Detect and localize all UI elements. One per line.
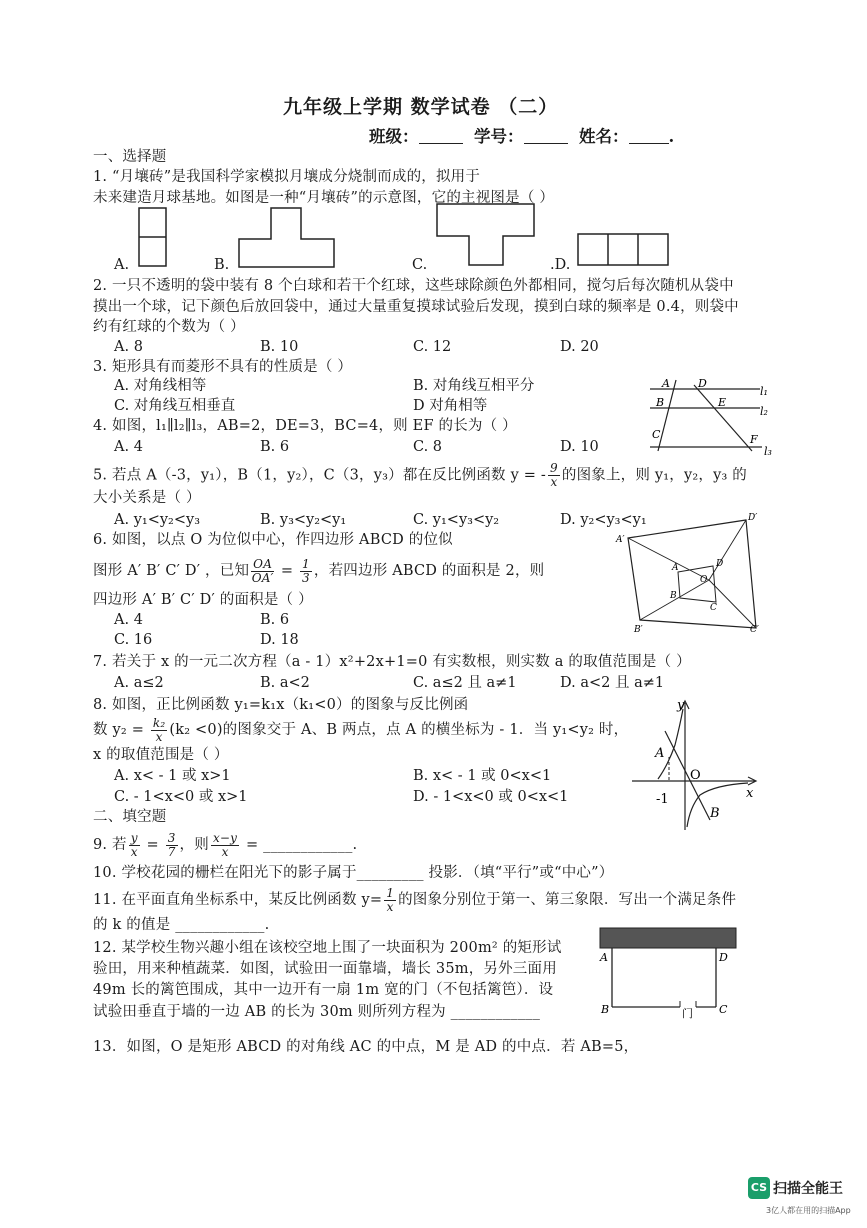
q6-label-d: D	[716, 559, 724, 569]
q9-fraction-37	[166, 832, 178, 859]
q6-label-a-prime: A′	[616, 535, 625, 545]
scanner-logo-icon: CS	[748, 1177, 770, 1199]
q2-line1: 2. 一只不透明的袋中装有 8 个白球和若干个红球，这些球除颜色外都相同，搅匀后每次随机从袋中	[93, 278, 734, 294]
q6-fraction-oa	[251, 558, 274, 585]
q4-option-b: B. 6	[260, 439, 290, 455]
q4-option-d: D. 10	[560, 439, 599, 455]
q6-label-d-prime: D′	[748, 513, 758, 523]
q5-fraction	[548, 462, 560, 489]
q12-line2: 验田，用来种植蔬菜．如图，试验田一面靠墙，墙长 35m，另外三面用	[93, 961, 557, 977]
class-label: 班级：	[369, 127, 419, 146]
q1-option-c-label: C.	[412, 257, 428, 273]
q4-label-e: E	[718, 396, 727, 409]
q9-prefix: 9. 若	[93, 837, 127, 853]
q8-line2	[93, 716, 628, 744]
q9-line1	[93, 830, 357, 860]
q6-frac1-num: OA	[253, 556, 273, 571]
q6-frac1-den: OA′	[251, 570, 274, 585]
q6-text-a: 图形 A′ B′ C′ D′ ，已知	[93, 563, 250, 579]
q3-option-a: A. 对角线相等	[114, 378, 207, 394]
q8-option-b: B. x< - 1 或 0<x<1	[413, 768, 552, 784]
q9-equals: =	[141, 837, 164, 853]
q1-option-a-label: A.	[114, 257, 130, 273]
q5-option-d: D. y₂<y₃<y₁	[560, 512, 647, 528]
q8-label-o: O	[690, 768, 701, 783]
q1-line2: 未来建造月球基地。如图是一种“月壤砖”的示意图，它的主视图是（ ）	[93, 190, 555, 206]
q7-option-c: C. a≤2 且 a≠1	[413, 675, 517, 691]
q6-frac2-num: 1	[302, 556, 310, 571]
q8-text-b: (k₂ <0)的图象交于 A、B 两点，点 A 的横坐标为 - 1．当 y₁<y₂ 时，	[169, 722, 629, 738]
q5-option-a: A. y₁<y₂<y₃	[114, 512, 201, 528]
q5-frac-num: 9	[550, 461, 558, 475]
q8-figure	[630, 695, 760, 835]
q4-label-b: B	[656, 396, 665, 409]
q6-figure	[608, 508, 768, 638]
q1-option-c-figure	[436, 203, 536, 267]
q6-equals: =	[276, 563, 299, 579]
q12-label-door: 门	[682, 1007, 693, 1020]
q5-option-b: B. y₃<y₂<y₁	[260, 512, 347, 528]
q4-label-c: C	[652, 428, 661, 441]
q4-option-a: A. 4	[114, 439, 143, 455]
q7-option-b: B. a<2	[260, 675, 310, 691]
q8-option-d: D. - 1<x<0 或 0<x<1	[413, 789, 569, 805]
q1-option-b-label: B.	[214, 257, 230, 273]
q5-line2: 大小关系是（ ）	[93, 490, 201, 506]
q10-line1: 10. 学校花园的栅栏在阳光下的影子属于_________ 投影．（填“平行”或“中心”）	[93, 865, 614, 881]
q5-frac-den: x	[550, 475, 558, 489]
q6-label-o: O	[700, 575, 708, 585]
q4-label-a: A	[662, 377, 670, 390]
q4-option-c: C. 8	[413, 439, 443, 455]
q9-f3-num: x−y	[212, 830, 238, 845]
q4-label-l1: l₁	[760, 385, 768, 398]
q9-fraction-xy	[211, 832, 239, 859]
q2-line2: 摸出一个球，记下颜色后放回袋中，通过大量重复摸球试验后发现，摸到白球的频率是 0.4，则袋中	[93, 299, 739, 315]
q1-option-a-figure	[138, 207, 168, 269]
q4-label-l2: l₂	[760, 405, 768, 418]
q8-text-a: 数 y₂ =	[93, 722, 149, 738]
name-blank	[629, 129, 669, 144]
q4-label-d: D	[698, 377, 707, 390]
q6-option-b: B. 6	[260, 612, 290, 628]
q9-suffix: = ____________.	[241, 837, 358, 853]
q3-option-b: B. 对角线互相平分	[413, 378, 535, 394]
q12-line3: 49m 长的篱笆围成，其中一边开有一扇 1m 宽的门（不包括篱笆）．设	[93, 982, 554, 998]
q1-line1: 1. “月壤砖”是我国科学家模拟月壤成分烧制而成的，拟用于	[93, 169, 481, 185]
q8-label-x: x	[746, 786, 754, 801]
name-label: 姓名：	[579, 127, 629, 146]
q9-f1-den: x	[130, 844, 138, 859]
q11-text-a: 11. 在平面直角坐标系中，某反比例函数 y=	[93, 892, 383, 908]
q9-f2-den: 7	[167, 844, 176, 859]
q8-line1: 8. 如图，正比例函数 y₁=k₁x（k₁<0）的图象与反比例函	[93, 697, 469, 713]
q6-text-b: ，若四边形 ABCD 的面积是 2，则	[313, 563, 545, 579]
q6-label-a: A	[672, 563, 679, 573]
q1-option-d-figure	[577, 233, 670, 267]
end-dot: .	[668, 127, 675, 146]
q4-figure	[640, 375, 785, 460]
q6-line1: 6. 如图，以点 O 为位似中心，作四边形 ABCD 的位似	[93, 532, 453, 548]
q6-option-d: D. 18	[260, 632, 299, 648]
q5-text-b: 的图象上，则 y₁，y₂，y₃ 的	[561, 467, 748, 484]
q2-option-a: A. 8	[114, 339, 143, 355]
section-choice-heading: 一、选择题	[93, 149, 167, 165]
q1-option-d-label: .D.	[550, 257, 571, 273]
q12-label-d: D	[719, 951, 728, 964]
q1-option-b-figure	[238, 207, 336, 269]
q11-line2: 的 k 的值是 ____________.	[93, 917, 270, 933]
q9-f1-num: y	[130, 830, 138, 845]
q8-frac-den: x	[155, 729, 163, 744]
q13-line1: 13．如图，O 是矩形 ABCD 的对角线 AC 的中点，M 是 AD 的中点．若 AB=5，	[93, 1039, 639, 1055]
q3-line1: 3. 矩形具有而菱形不具有的性质是（ ）	[93, 359, 353, 375]
id-blank	[524, 129, 568, 144]
class-blank	[419, 129, 463, 144]
q4-label-l3: l₃	[764, 445, 772, 458]
q6-option-c: C. 16	[114, 632, 153, 648]
q7-option-a: A. a≤2	[114, 675, 164, 691]
q6-option-a: A. 4	[114, 612, 143, 628]
q8-label-neg1: -1	[656, 792, 669, 807]
section-fill-heading: 二、填空题	[93, 809, 167, 825]
q5-option-c: C. y₁<y₃<y₂	[413, 512, 500, 528]
q9-mid: ，则	[179, 837, 209, 853]
q4-line1: 4. 如图，l₁∥l₂∥l₃，AB=2，DE=3，BC=4，则 EF 的长为（ ）	[93, 418, 517, 434]
scanner-tagline: 3亿人都在用的扫描App	[766, 1206, 851, 1215]
q11-line1	[93, 886, 736, 914]
q6-label-b: B	[670, 591, 677, 601]
q11-text-b: 的图象分别位于第一、第三象限．写出一个满足条件	[398, 892, 737, 908]
q4-label-f: F	[750, 433, 758, 446]
q2-line3: 约有红球的个数为（ ）	[93, 319, 245, 335]
q8-fraction	[151, 717, 167, 744]
q11-frac-num: 1	[386, 885, 395, 900]
exam-title: 九年级上学期 数学试卷 （二）	[283, 96, 559, 118]
q5-text-a: 5. 若点 A（-3，y₁），B（1，y₂），C（3，y₃）都在反比例函数 y = -	[93, 467, 547, 484]
q8-option-a: A. x< - 1 或 x>1	[114, 768, 231, 784]
q8-line3: x 的取值范围是（ ）	[93, 747, 229, 763]
q6-frac2-den: 3	[302, 570, 310, 585]
q2-option-d: D. 20	[560, 339, 599, 355]
q8-option-c: C. - 1<x<0 或 x>1	[114, 789, 248, 805]
q9-fraction-yx	[129, 832, 140, 859]
q5-line1	[93, 462, 747, 489]
scanner-name: 扫描全能王	[773, 1181, 843, 1197]
q8-label-a: A	[655, 746, 665, 761]
q12-label-a: A	[600, 951, 608, 964]
q8-frac-num: k₂	[152, 715, 166, 730]
q3-option-c: C. 对角线互相垂直	[114, 398, 236, 414]
q6-line2	[93, 557, 544, 585]
q6-line3: 四边形 A′ B′ C′ D′ 的面积是（ ）	[93, 592, 313, 608]
q8-label-b: B	[710, 806, 720, 821]
q6-label-c-prime: C′	[750, 625, 759, 635]
q8-label-y: y	[677, 698, 685, 713]
student-info	[369, 123, 674, 147]
q9-f3-den: x	[221, 844, 229, 859]
q12-label-c: C	[719, 1003, 728, 1016]
q6-label-c: C	[710, 603, 717, 613]
q12-line1: 12. 某学校生物兴趣小组在该校空地上围了一块面积为 200m² 的矩形试	[93, 940, 562, 956]
q3-option-d: D 对角相等	[413, 398, 488, 414]
id-label: 学号：	[474, 127, 524, 146]
q12-figure	[596, 925, 746, 1025]
q7-option-d: D. a<2 且 a≠1	[560, 675, 665, 691]
scanner-watermark	[748, 1177, 843, 1199]
q9-f2-num: 3	[167, 830, 176, 845]
q6-fraction-third	[300, 558, 312, 585]
q2-option-b: B. 10	[260, 339, 299, 355]
q2-option-c: C. 12	[413, 339, 452, 355]
q12-line4: 试验田垂直于墙的一边 AB 的长为 30m 则所列方程为 ____________	[93, 1004, 541, 1020]
q12-label-b: B	[601, 1003, 610, 1016]
q7-line1: 7. 若关于 x 的一元二次方程（a - 1）x²+2x+1=0 有实数根，则实数 a 的取值范围是（ ）	[93, 654, 691, 670]
q11-frac-den: x	[386, 899, 394, 914]
q11-fraction	[384, 887, 396, 914]
q6-label-b-prime: B′	[634, 625, 643, 635]
